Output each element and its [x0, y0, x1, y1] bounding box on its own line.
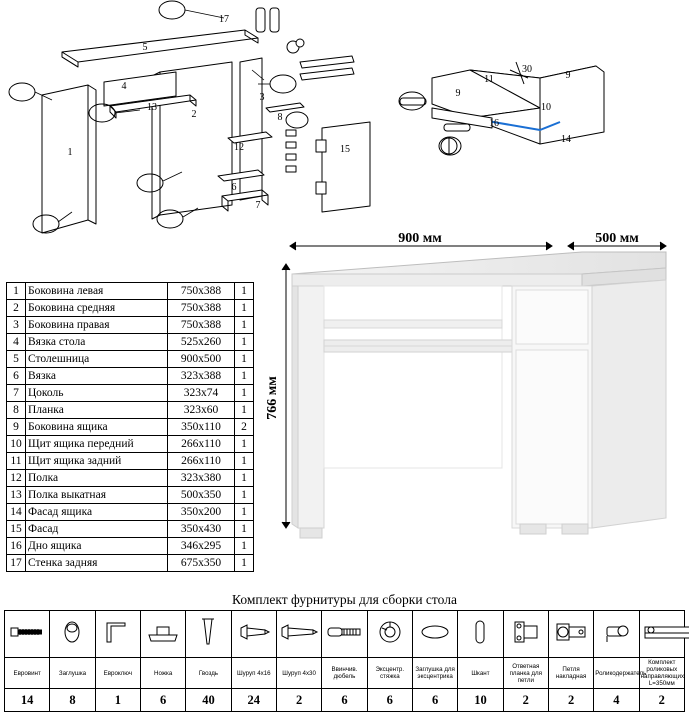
hardware-label: Евровинт [5, 658, 50, 689]
part-name: Вязка [26, 368, 168, 385]
table-row [7, 385, 254, 402]
hardware-label: Шуруп 4х30 [276, 658, 321, 689]
hardware-label: Комплект роликовых направляющих L=350мм [640, 659, 685, 687]
hardware-quantity: 2 [639, 689, 684, 712]
part-quantity: 1 [235, 504, 254, 521]
part-number: 5 [7, 351, 26, 368]
cam-cap-icon [412, 611, 457, 658]
slide-set-icon [639, 611, 684, 658]
table-row [7, 283, 254, 300]
part-quantity: 1 [235, 385, 254, 402]
depth-dimension-label: 500 мм [595, 231, 639, 246]
finished-desk-illustration [262, 228, 686, 568]
part-quantity: 1 [235, 436, 254, 453]
part-size: 346х295 [168, 538, 235, 555]
screw-in-dowel-icon [322, 611, 367, 658]
svg-text:9: 9 [455, 88, 461, 99]
hardware-label: Шкант [458, 658, 503, 689]
table-row [7, 470, 254, 487]
hardware-label: Ножка [140, 658, 185, 689]
part-number: 11 [7, 453, 26, 470]
svg-text:30: 30 [522, 64, 532, 75]
hardware-quantity: 40 [186, 689, 231, 712]
part-number: 13 [7, 487, 26, 504]
part-name: Цоколь [26, 385, 168, 402]
part-number: 10 [7, 436, 26, 453]
table-row [7, 402, 254, 419]
svg-text:2: 2 [191, 109, 197, 120]
hardware-label: Евроключ [95, 658, 140, 689]
hardware-label: Заглушка [50, 658, 95, 689]
part-size: 323х74 [168, 385, 235, 402]
svg-text:13: 13 [147, 102, 157, 113]
hardware-quantity: 2 [548, 689, 593, 712]
hardware-quantity: 8 [50, 689, 95, 712]
part-size: 750х388 [168, 317, 235, 334]
exploded-assembly-diagram [0, 0, 689, 258]
width-dimension-label: 900 мм [398, 231, 442, 246]
part-number: 17 [7, 555, 26, 572]
part-quantity: 2 [235, 419, 254, 436]
part-name: Столешница [26, 351, 168, 368]
hardware-quantity: 4 [594, 689, 639, 712]
part-size: 900х500 [168, 351, 235, 368]
part-number: 9 [7, 419, 26, 436]
part-name: Боковина левая [26, 283, 168, 300]
part-size: 323х60 [168, 402, 235, 419]
part-number: 8 [7, 402, 26, 419]
part-name: Стенка задняя [26, 555, 168, 572]
screw-4x16-icon [231, 611, 276, 658]
part-size: 750х388 [168, 283, 235, 300]
table-row [7, 419, 254, 436]
svg-text:4: 4 [121, 81, 127, 92]
svg-text:7: 7 [255, 200, 261, 211]
part-quantity: 1 [235, 538, 254, 555]
table-row [7, 487, 254, 504]
svg-text:3: 3 [259, 92, 265, 103]
svg-text:8: 8 [277, 112, 283, 123]
hardware-label: Ответная планка для петли [503, 658, 548, 689]
euro-screw-icon [5, 611, 50, 658]
nail-icon [186, 611, 231, 658]
part-name: Планка [26, 402, 168, 419]
part-number: 2 [7, 300, 26, 317]
table-row [7, 351, 254, 368]
hardware-label: Шуруп 4х16 [231, 658, 276, 689]
part-size: 323х388 [168, 368, 235, 385]
table-row [7, 368, 254, 385]
hardware-quantity: 14 [5, 689, 50, 712]
part-number: 14 [7, 504, 26, 521]
part-name: Щит ящика задний [26, 453, 168, 470]
part-quantity: 1 [235, 555, 254, 572]
svg-text:1: 1 [67, 147, 73, 158]
hardware-quantity: 6 [367, 689, 412, 712]
part-size: 350х110 [168, 419, 235, 436]
svg-text:9: 9 [565, 70, 571, 81]
part-number: 1 [7, 283, 26, 300]
part-name: Фасад ящика [26, 504, 168, 521]
part-size: 500х350 [168, 487, 235, 504]
part-name: Щит ящика передний [26, 436, 168, 453]
hardware-label: Заглушка для эксцентрика [412, 658, 457, 689]
part-size: 266х110 [168, 453, 235, 470]
part-name: Вязка стола [26, 334, 168, 351]
leg-icon [140, 611, 185, 658]
hardware-label: Петля накладная [548, 658, 593, 689]
roller-holder-icon [594, 611, 639, 658]
hardware-quantity: 1 [95, 689, 140, 712]
part-number: 16 [7, 538, 26, 555]
part-number: 12 [7, 470, 26, 487]
table-row [7, 521, 254, 538]
svg-text:15: 15 [340, 144, 350, 155]
part-size: 350х430 [168, 521, 235, 538]
part-name: Полка [26, 470, 168, 487]
hardware-label: Ввинчив. дюбель [322, 658, 367, 689]
hardware-quantity: 2 [276, 689, 321, 712]
svg-text:16: 16 [489, 118, 499, 129]
table-row [7, 300, 254, 317]
table-row [7, 555, 254, 572]
hardware-quantity: 6 [322, 689, 367, 712]
cam-lock-icon [367, 611, 412, 658]
table-row [7, 334, 254, 351]
part-quantity: 1 [235, 470, 254, 487]
part-name: Полка выкатная [26, 487, 168, 504]
part-size: 525х260 [168, 334, 235, 351]
svg-text:11: 11 [484, 74, 494, 85]
part-size: 350х200 [168, 504, 235, 521]
svg-text:6: 6 [231, 182, 237, 193]
svg-text:14: 14 [561, 134, 571, 145]
part-quantity: 1 [235, 521, 254, 538]
hardware-quantity: 24 [231, 689, 276, 712]
svg-text:17: 17 [219, 14, 229, 25]
cap-icon [50, 611, 95, 658]
table-row [7, 436, 254, 453]
part-quantity: 1 [235, 487, 254, 504]
part-name: Фасад [26, 521, 168, 538]
part-quantity: 1 [235, 334, 254, 351]
part-name: Боковина средняя [26, 300, 168, 317]
part-quantity: 1 [235, 453, 254, 470]
hardware-kit-title: Комплект фурнитуры для сборки стола [232, 592, 457, 607]
part-quantity: 1 [235, 368, 254, 385]
part-quantity: 1 [235, 402, 254, 419]
part-number: 15 [7, 521, 26, 538]
dowel-icon [458, 611, 503, 658]
table-row [7, 538, 254, 555]
part-size: 675х350 [168, 555, 235, 572]
svg-text:10: 10 [541, 102, 551, 113]
table-row [7, 504, 254, 521]
euro-key-icon [95, 611, 140, 658]
screw-4x30-icon [276, 611, 321, 658]
hardware-quantity: 6 [412, 689, 457, 712]
part-quantity: 1 [235, 351, 254, 368]
part-number: 6 [7, 368, 26, 385]
part-number: 4 [7, 334, 26, 351]
part-size: 323х380 [168, 470, 235, 487]
hardware-label: Гвоздь [186, 658, 231, 689]
height-dimension-label: 766 мм [265, 376, 280, 420]
hardware-kit-table [4, 610, 685, 712]
hinge-plate-icon [503, 611, 548, 658]
part-quantity: 1 [235, 283, 254, 300]
hardware-quantity: 2 [503, 689, 548, 712]
part-name: Дно ящика [26, 538, 168, 555]
hardware-quantity: 6 [140, 689, 185, 712]
parts-list-table [6, 282, 254, 572]
hardware-quantity: 10 [458, 689, 503, 712]
part-size: 750х388 [168, 300, 235, 317]
part-name: Боковина ящика [26, 419, 168, 436]
part-number: 3 [7, 317, 26, 334]
part-size: 266х110 [168, 436, 235, 453]
part-quantity: 1 [235, 317, 254, 334]
hinge-icon [548, 611, 593, 658]
part-number: 7 [7, 385, 26, 402]
hardware-label: Эксцентр. стяжка [367, 658, 412, 689]
table-row [7, 453, 254, 470]
part-quantity: 1 [235, 300, 254, 317]
hardware-label: Роликодержатель [594, 658, 639, 689]
svg-text:12: 12 [234, 142, 244, 153]
svg-text:5: 5 [142, 42, 148, 53]
part-name: Боковина правая [26, 317, 168, 334]
table-row [7, 317, 254, 334]
